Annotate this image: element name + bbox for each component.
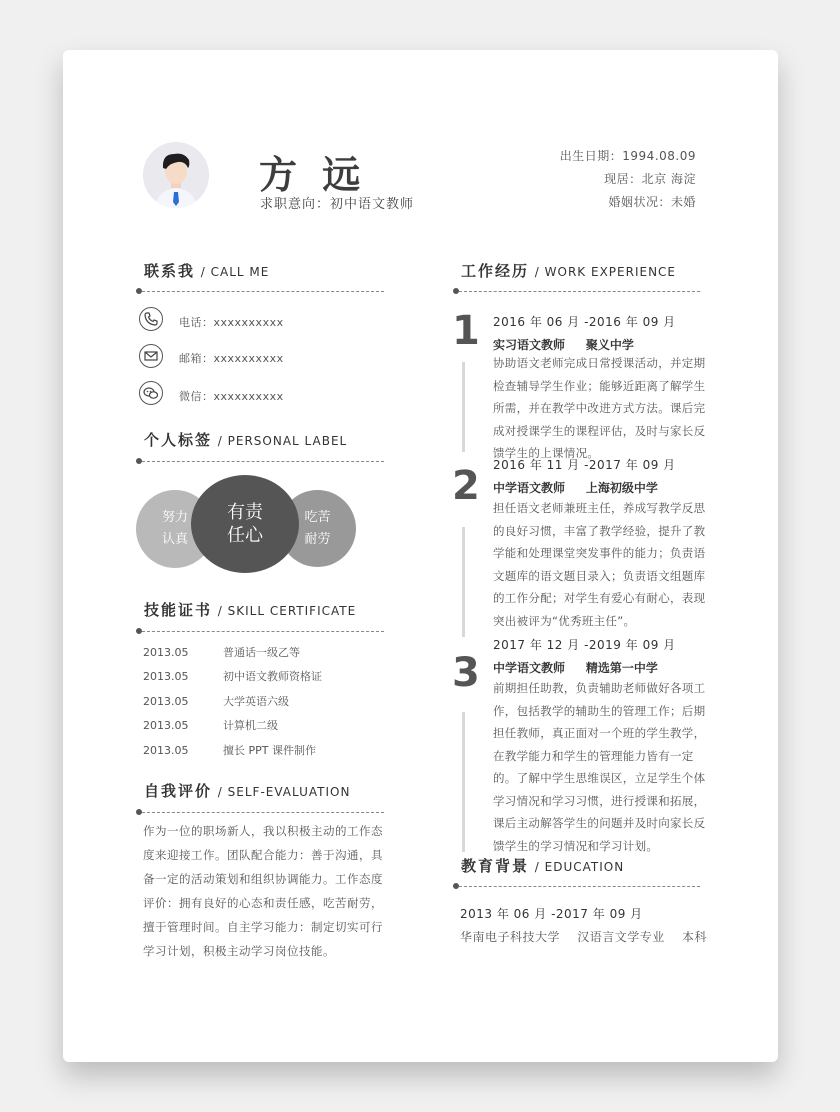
education-section-title [461, 855, 624, 876]
education-title-en: / EDUCATION [534, 860, 625, 874]
job-desc-line: 担任教师，真正面对一个班的学生教学， [493, 726, 706, 740]
work-section-title [461, 260, 676, 281]
skill-name: 计算机二级 [223, 719, 278, 732]
marital-status: 婚姻状况：未婚 [608, 195, 696, 209]
job-date: 2016 年 06 月 -2016 年 09 月 [493, 315, 676, 329]
skill-row [143, 644, 300, 660]
label-circle-center [191, 475, 299, 573]
skill-date: 2013.05 [143, 646, 189, 659]
skill-divider [142, 631, 384, 632]
label-title-cn: 个人标签 [144, 431, 213, 449]
self-eval-line: 擅于管理时间。自主学习能力：制定切实可行 [143, 920, 383, 934]
phone-icon [139, 307, 163, 331]
avatar-illustration [143, 142, 209, 208]
job-desc-line: 所需，并在教学中改进方式方法。课后完 [493, 401, 706, 415]
job-intent: 求职意向：初中语文教师 [260, 197, 415, 212]
self-eval-title-cn: 自我评价 [144, 782, 213, 800]
phone-text: 电话：xxxxxxxxxx [179, 316, 284, 329]
job-title: 实习语文教师 聚义中学 [493, 338, 634, 352]
skill-name: 普通话一级乙等 [223, 646, 300, 659]
contact-title-cn: 联系我 [144, 262, 196, 280]
self-eval-line: 备一定的活动策划和组织协调能力。工作态度 [143, 872, 383, 886]
job-desc-line: 馈学生的上课情况。 [493, 446, 600, 460]
job-desc-line: 文题库的语文题目录入；负责语文组题库 [493, 568, 706, 583]
contact-divider [142, 291, 384, 292]
skill-title-en: / SKILL CERTIFICATE [217, 604, 357, 618]
work-title-en: / WORK EXPERIENCE [534, 265, 677, 279]
education-date: 2013 年 06 月 -2017 年 09 月 [460, 907, 643, 921]
self-eval-divider [142, 812, 384, 813]
job-desc-line: 学能和处理课堂突发事件的能力；负责语 [493, 546, 706, 560]
wechat-icon [139, 381, 163, 405]
self-eval-section-title [144, 780, 350, 801]
timeline-bar [462, 362, 465, 452]
skill-row [143, 742, 316, 758]
job-description [493, 677, 723, 857]
job-desc-line: 协助语文老师完成日常授课活动，并定期 [493, 356, 706, 370]
skill-title-cn: 技能证书 [144, 601, 213, 619]
skill-name: 擅长 PPT 课件制作 [223, 744, 316, 757]
birth-date: 出生日期：1994.08.09 [559, 149, 696, 163]
self-eval-text [143, 819, 393, 963]
contact-title-en: / CALL ME [200, 265, 270, 279]
label-section-title [144, 429, 347, 450]
label-title-en: / PERSONAL LABEL [217, 434, 348, 448]
job-desc-line: 馈学生的学习情况和学习计划。 [493, 838, 659, 853]
job-date: 2016 年 11 月 -2017 年 09 月 [493, 458, 676, 472]
job-desc-line: 学习情况和学习习惯，进行授课和拓展， [493, 793, 706, 808]
job-date: 2017 年 12 月 -2019 年 09 月 [493, 638, 676, 652]
contact-section-title [144, 260, 269, 281]
job-number: 1 [452, 308, 480, 354]
timeline-bar [462, 712, 465, 852]
job-desc-line: 担任语文老师兼班主任，养成写教学反思 [493, 501, 706, 515]
skill-name: 初中语文教师资格证 [223, 670, 322, 683]
job-number: 2 [452, 463, 480, 509]
work-title-cn: 工作经历 [461, 262, 530, 280]
wechat-text: 微信：xxxxxxxxxx [179, 390, 284, 403]
education-divider [459, 886, 700, 887]
job-desc-line: 在教学能力和学生的管理能力皆有一定 [493, 748, 694, 763]
email-text: 邮箱：xxxxxxxxxx [179, 352, 284, 365]
skill-date: 2013.05 [143, 719, 189, 732]
job-number: 3 [452, 650, 480, 696]
skill-row [143, 668, 322, 684]
job-description [493, 352, 723, 465]
self-eval-line: 作为一位的职场新人，我以积极主动的工作态 [143, 824, 383, 838]
label-left-line1: 努力 [161, 510, 188, 525]
self-eval-line: 评价：拥有良好的心态和责任感，吃苦耐劳， [143, 896, 383, 910]
skill-row [143, 693, 289, 709]
job-desc-line: 的良好习惯，丰富了教学经验，提升了教 [493, 523, 706, 538]
residence: 现居：北京 海淀 [604, 172, 696, 186]
label-left-line2: 认真 [161, 532, 188, 547]
timeline-bar [462, 527, 465, 637]
resume-page [63, 50, 778, 1062]
job-desc-line: 作，包括教学的辅助生的管理工作；后期 [493, 703, 706, 718]
label-right-line2: 耐劳 [304, 531, 331, 547]
job-desc-line: 突出被评为“优秀班主任”。 [493, 613, 636, 628]
job-title: 中学语文教师 上海初级中学 [493, 481, 658, 495]
candidate-name: 方 远 [259, 153, 367, 197]
self-eval-title-en: / SELF-EVALUATION [217, 785, 351, 799]
job-desc-line: 课后主动解答学生的问题并及时向家长反 [493, 816, 706, 830]
job-description [493, 497, 723, 632]
job-desc-line: 的。了解中学生思维误区，立足学生个体 [493, 771, 706, 785]
label-center-line2: 任心 [227, 525, 263, 546]
skill-date: 2013.05 [143, 695, 189, 708]
work-divider [459, 291, 700, 292]
job-desc-line: 检查辅导学生作业；能够近距离了解学生 [493, 378, 706, 393]
self-eval-line: 学习计划，积极主动学习岗位技能。 [143, 944, 335, 958]
education-detail: 华南电子科技大学 汉语言文学专业 本科 [460, 930, 708, 944]
job-desc-line: 的工作分配；对学生有爱心有耐心，表现 [493, 591, 706, 605]
label-right-line1: 吃苦 [304, 509, 331, 525]
education-title-cn: 教育背景 [461, 857, 530, 875]
job-title: 中学语文教师 精选第一中学 [493, 661, 658, 675]
label-divider [142, 461, 384, 462]
skill-name: 大学英语六级 [223, 695, 289, 708]
job-desc-line: 成对授课学生的课程评估，及时与家长反 [493, 423, 706, 438]
self-eval-line: 度来迎接工作。团队配合能力：善于沟通，具 [143, 848, 383, 862]
job-desc-line: 前期担任助教，负责辅助老师做好各项工 [493, 681, 706, 695]
skill-row [143, 717, 278, 733]
skill-section-title [144, 599, 356, 620]
skill-date: 2013.05 [143, 670, 189, 683]
label-center-line1: 有责 [227, 502, 263, 523]
mail-icon [139, 344, 163, 368]
avatar [143, 142, 209, 208]
skill-date: 2013.05 [143, 744, 189, 757]
